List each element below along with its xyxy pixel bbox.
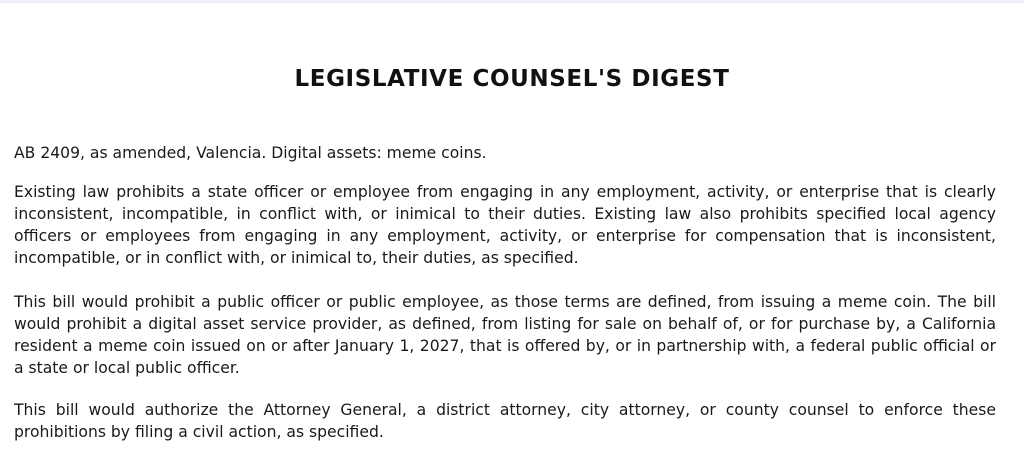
existing-law-paragraph: Existing law prohibits a state officer or employee from engaging in any employment, activity, or enterprise that is clearly inconsistent, incompatible, in conflict with, or inimical to their duties. Existing law also prohibits specified local agency officers or employees from engaging in any employment, activity, or enterprise for compensation that is inconsistent, incompatible, or in conflict with, or inimical to, their duties, as specified. [14,183,996,267]
digest-title: LEGISLATIVE COUNSEL'S DIGEST [294,66,730,92]
enforcement-paragraph: This bill would authorize the Attorney General, a district attorney, city attorney, or county counsel to enforce these prohibitions by filing a civil action, as specified. [14,401,996,441]
top-divider [0,0,1024,3]
prohibition-paragraph: This bill would prohibit a public officer or public employee, as those terms are defined, from issuing a meme coin. The bill would prohibit a digital asset service provider, as defined, from listing for sale on behalf of, or for purchase by, a California resident a meme coin issued on or after January 1, 2027, that is offered by, or in partnership with, a federal public official or a state or local public officer. [14,293,996,377]
bill-summary-line: AB 2409, as amended, Valencia. Digital assets: meme coins. [14,144,487,162]
